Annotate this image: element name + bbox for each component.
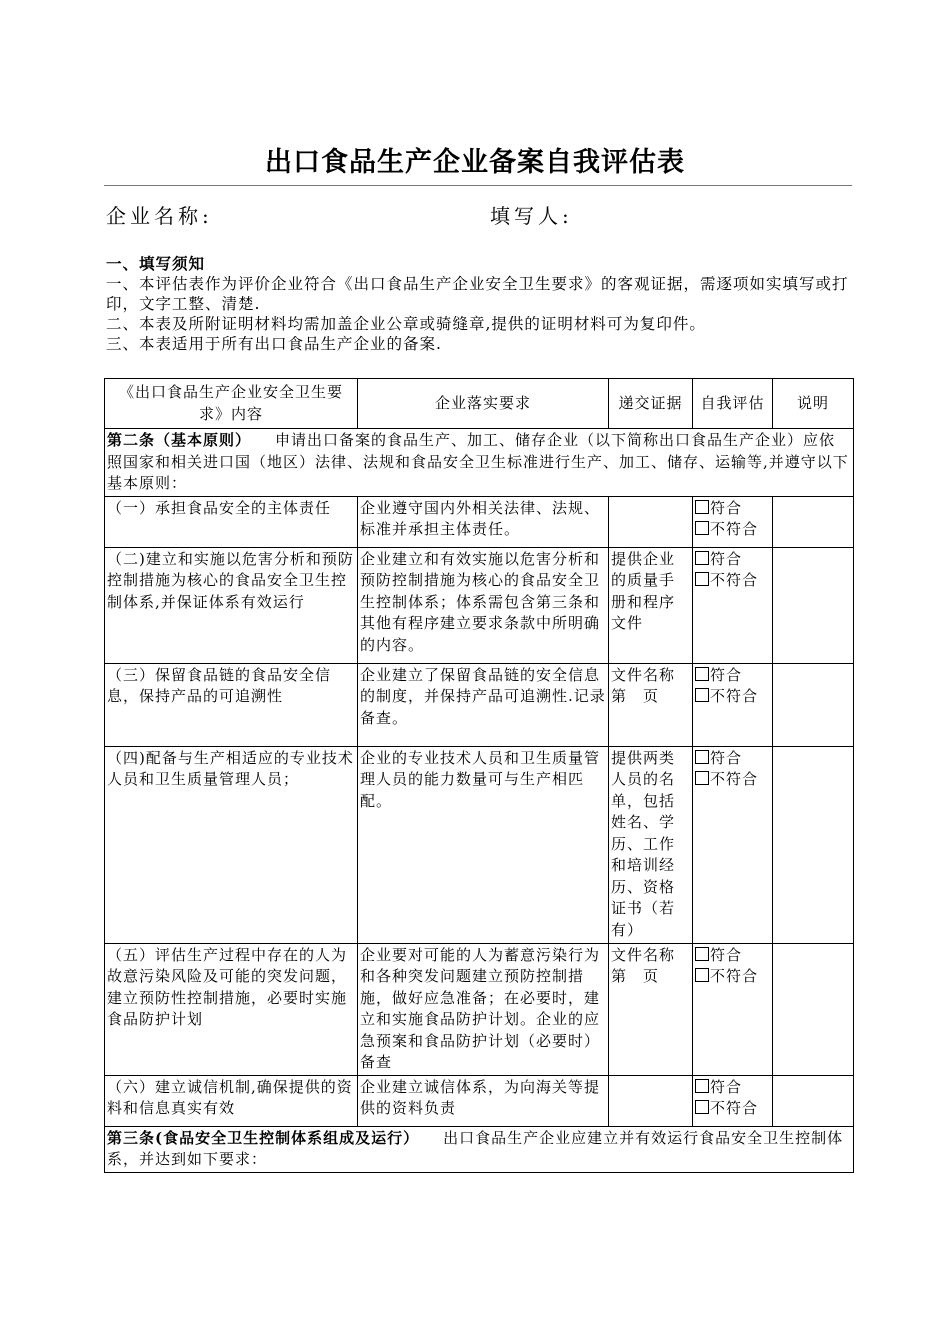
row-evidence [609, 496, 693, 547]
table-header-row [105, 379, 854, 429]
nonconform-label: 不符合 [710, 520, 759, 538]
header-requirement: 企业落实要求 [358, 379, 609, 429]
company-name-label: 企业名称: [106, 204, 213, 228]
header-remarks: 说明 [773, 379, 854, 429]
nonconform-checkbox[interactable] [695, 769, 770, 791]
instruction-line: 一、本评估表作为评价企业符合《出口食品生产企业安全卫生要求》的客观证据，需逐项如实填写或打印，文字工整、清楚. [106, 275, 849, 313]
article-2-lead: 第二条（基本原则） [107, 431, 252, 449]
checkbox-icon[interactable] [695, 551, 709, 565]
remarks-cell[interactable] [773, 547, 854, 663]
conform-checkbox[interactable] [695, 549, 770, 571]
nonconform-checkbox[interactable] [695, 966, 770, 988]
row-evidence: 提供企业的质量手册和程序文件 [609, 547, 693, 663]
row-content: （五）评估生产过程中存在的人为故意污染风险及可能的突发问题，建立预防性控制措施，必要时实施食品防护计划 [105, 943, 358, 1075]
remarks-cell[interactable] [773, 746, 854, 943]
row-content: （六）建立诚信机制,确保提供的资料和信息真实有效 [105, 1075, 358, 1126]
article-3-row [105, 1126, 854, 1172]
instructions [106, 254, 854, 354]
row-requirement: 企业的专业技术人员和卫生质量管理人员的能力数量可与生产相匹配。 [358, 746, 609, 943]
checkbox-icon[interactable] [695, 688, 709, 702]
self-assessment-cell [693, 547, 773, 663]
conform-label: 符合 [710, 549, 743, 568]
table-row [105, 1075, 854, 1126]
row-requirement: 企业建立诚信体系，为向海关等提供的资料负责 [358, 1075, 609, 1126]
row-requirement: 企业遵守国内外相关法律、法规、标准并承担主体责任。 [358, 496, 609, 547]
filler-label: 填写人: [490, 204, 573, 228]
nonconform-label: 不符合 [710, 571, 759, 589]
nonconform-label: 不符合 [710, 770, 759, 788]
checkbox-icon[interactable] [695, 521, 709, 535]
conform-label: 符合 [710, 498, 743, 517]
row-content: （三）保留食品链的食品安全信息，保持产品的可追溯性 [105, 663, 358, 746]
conform-checkbox[interactable] [695, 665, 770, 687]
title-divider [104, 185, 852, 186]
checkbox-icon[interactable] [695, 1100, 709, 1114]
nonconform-label: 不符合 [710, 1099, 759, 1117]
remarks-cell[interactable] [773, 943, 854, 1075]
article-2-row [105, 429, 854, 497]
header-self-assessment: 自我评估 [693, 379, 773, 429]
row-content: （二)建立和实施以危害分析和预防控制措施为核心的食品安全卫生控制体系,并保证体系有效运行 [105, 547, 358, 663]
article-2-body: 申请出口备案的食品生产、加工、储存企业（以下简称出口食品生产企业）应依照国家和相关进口国（地区）法律、法规和食品安全卫生标准进行生产、加工、储存、运输等,并遵守以下基本原则： [107, 431, 849, 492]
conform-label: 符合 [710, 1077, 743, 1096]
article-2-text [105, 429, 854, 497]
article-3-body: 出口食品生产企业应建立并有效运行食品安全卫生控制体系，并达到如下要求： [107, 1128, 844, 1168]
nonconform-checkbox[interactable] [695, 570, 770, 592]
checkbox-icon[interactable] [695, 500, 709, 514]
nonconform-label: 不符合 [710, 967, 759, 985]
row-evidence: 文件名称第 页 [609, 943, 693, 1075]
row-evidence [609, 1075, 693, 1126]
row-evidence: 提供两类人员的名单，包括姓名、学历、工作和培训经历、资格证书（若有） [609, 746, 693, 943]
table-row [105, 496, 854, 547]
page-title: 出口食品生产企业备案自我评估表 [265, 147, 685, 178]
checkbox-icon[interactable] [695, 750, 709, 764]
table-row [105, 547, 854, 663]
remarks-cell[interactable] [773, 663, 854, 746]
instructions-heading: 一、填写须知 [106, 254, 206, 273]
nonconform-checkbox[interactable] [695, 686, 770, 708]
nonconform-label: 不符合 [710, 687, 759, 705]
checkbox-icon[interactable] [695, 771, 709, 785]
row-requirement: 企业建立和有效实施以危害分析和预防控制措施为核心的食品安全卫生控制体系；体系需包含第三条和其他有程序建立要求条款中所明确的内容。 [358, 547, 609, 663]
conform-label: 符合 [710, 945, 743, 964]
nonconform-checkbox[interactable] [695, 519, 770, 541]
table-row [105, 746, 854, 943]
checkbox-icon[interactable] [695, 667, 709, 681]
row-requirement: 企业要对可能的人为蓄意污染行为和各种突发问题建立预防控制措施，做好应急准备；在必要时，建立和实施食品防护计划。企业的应急预案和食品防护计划（必要时）备查 [358, 943, 609, 1075]
conform-checkbox[interactable] [695, 945, 770, 967]
self-assessment-cell [693, 496, 773, 547]
remarks-cell[interactable] [773, 496, 854, 547]
checkbox-icon[interactable] [695, 968, 709, 982]
self-assessment-cell [693, 1075, 773, 1126]
conform-label: 符合 [710, 748, 743, 767]
row-requirement: 企业建立了保留食品链的安全信息的制度，并保持产品可追溯性.记录备查。 [358, 663, 609, 746]
self-assessment-cell [693, 943, 773, 1075]
instruction-line: 三、本表适用于所有出口食品生产企业的备案. [106, 335, 442, 353]
checkbox-icon[interactable] [695, 947, 709, 961]
row-evidence: 文件名称第 页 [609, 663, 693, 746]
article-3-lead: 第三条(食品安全卫生控制体系组成及运行） [107, 1128, 420, 1147]
checkbox-icon[interactable] [695, 572, 709, 586]
table-row [105, 943, 854, 1075]
article-3-text [105, 1126, 854, 1172]
assessment-table [104, 378, 854, 1173]
instruction-line: 二、本表及所附证明材料均需加盖企业公章或骑缝章,提供的证明材料可为复印件。 [106, 315, 706, 333]
nonconform-checkbox[interactable] [695, 1098, 770, 1120]
self-assessment-cell [693, 663, 773, 746]
conform-checkbox[interactable] [695, 1077, 770, 1099]
table-row [105, 663, 854, 746]
row-content: （四)配备与生产相适应的专业技术人员和卫生质量管理人员； [105, 746, 358, 943]
header-evidence: 递交证据 [609, 379, 693, 429]
conform-checkbox[interactable] [695, 748, 770, 770]
header-content: 《出口食品生产企业安全卫生要求》内容 [105, 379, 358, 429]
self-assessment-cell [693, 746, 773, 943]
checkbox-icon[interactable] [695, 1079, 709, 1093]
conform-checkbox[interactable] [695, 498, 770, 520]
row-content: （一）承担食品安全的主体责任 [105, 496, 358, 547]
conform-label: 符合 [710, 665, 743, 684]
remarks-cell[interactable] [773, 1075, 854, 1126]
